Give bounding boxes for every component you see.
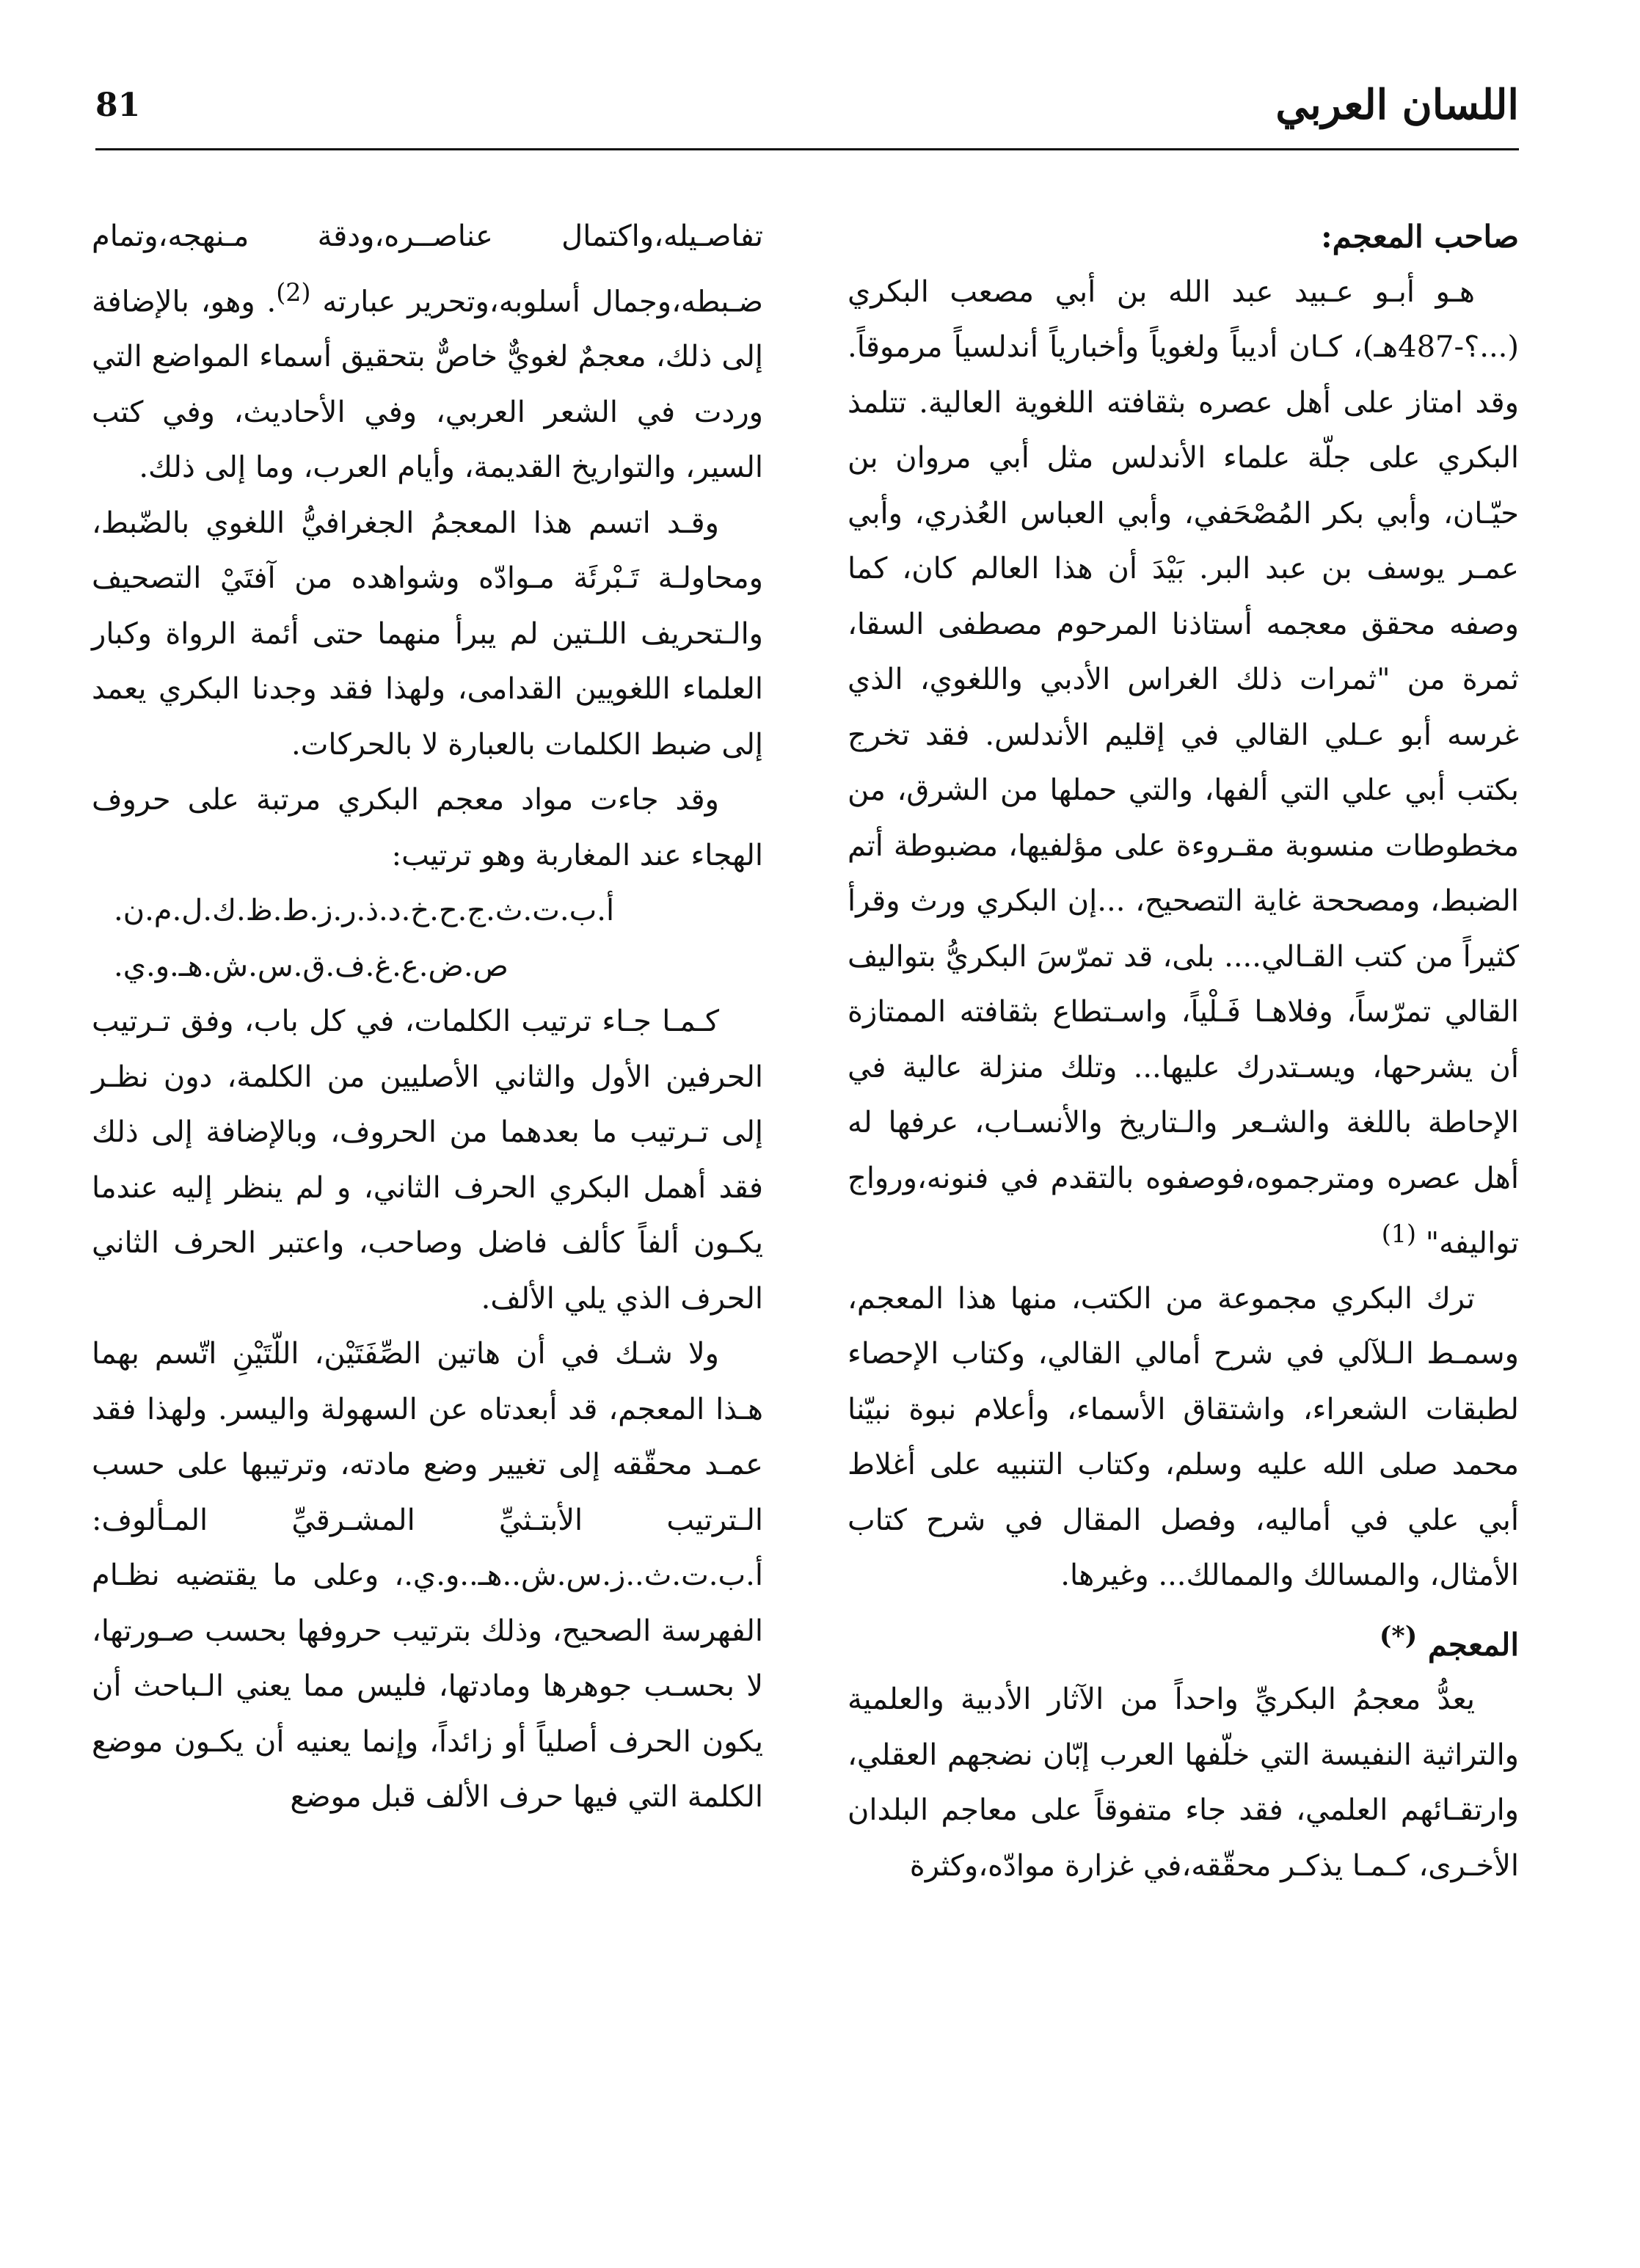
- journal-name: اللسان العربي: [1275, 81, 1519, 129]
- maghrebi-letters-line-2: ص.ض.ع.غ.ف.ق.س.ش.هـ.و.ي.: [114, 949, 509, 983]
- paragraph-author-bio: [848, 265, 1519, 1272]
- paragraph-order-intro: وقد جاءت مواد معجم البكري مرتبة على حروف الهجاء عند المغاربة وهو ترتيب:: [92, 783, 763, 872]
- footnote-ref-1: (1): [1381, 1219, 1417, 1248]
- paragraph-dictionary-details-cont: . وهو، بالإضافة إلى ذلك، معجمٌ لغويٌّ خاصٌّ بتحقيق أسماء المواضع التي وردت في الشعر العربي، وفي الأحاديث، وفي كتب السير، والتواريخ القديمة، وأيام العرب، وما إلى ذلك.: [92, 284, 763, 485]
- left-column: [92, 209, 763, 1826]
- maghrebi-letters-line-1: أ.ب.ت.ث.ج.ح.خ.د.ذ.ر.ز.ط.ظ.ك.ل.م.ن.: [114, 894, 615, 928]
- paragraph-dictionary-details: [92, 209, 763, 496]
- footnote-ref-2: (2): [276, 277, 311, 307]
- header-rule: [95, 148, 1519, 150]
- heading-dictionary: [848, 1608, 1519, 1673]
- paragraph-reordering: ولا شـك في أن هاتين الصِّفَتَيْن، اللّتَيْنِ اتّسم بهما هـذا المعجم، قد أبعدتاه عن السهولة واليسر. ولهذا فقد عمـد محقّقه إلى تغيير وضع مادته، وترتيبها على حسب الـترتيب الأبتـثيِّ المشـرقيِّ المـألوف: أ.ب.ت.ث..ز.س.ش..هـ..و.ي.، وعلى ما يقتضيه نظـام الفهرسة الصحيح، وذلك بترتيب حروفها بحسب صـورتها، لا بحسـب جوهرها ومادتها، فليس مما يعني الـباحث أن يكون الحرف أصلياً أو زائداً، وإنما يعنيه أن يكـون موضع الكلمة التي فيها حرف الألف قبل موضع: [92, 1337, 763, 1815]
- paragraph-precision: وقـد اتسم هذا المعجمُ الجغرافيُّ اللغوي بالضّبط، ومحاولـة تَـبْرئَة مـوادّه وشواهده من آفتَيْ التصحيف والـتحريف اللـتين لم يبرأ منهما حتى أئمة الرواة وكبار العلماء اللغويين القدامى، ولهذا فقد وجدنا البكري يعمد إلى ضبط الكلمات بالعبارة لا بالحركات.: [92, 506, 764, 762]
- paragraph-dictionary-details-text: تفاصـيله،واكتمال عناصــره،ودقة مـنهجه،وتمام ضـبطه،وجمال أسلوبه،وتحرير عبارته: [92, 219, 764, 318]
- paragraph-author-bio-text: هـو أبـو عـبيد عبد الله بن أبي مصعب البكري (...؟-487هـ)، كـان أديباً ولغوياً وأخبارياً أندلسياً مرموقاً. وقد امتاز على أهل عصره بثقافته اللغوية العالية. تتلمذ البكري على جلّة علماء الأندلس مثل أبي مروان بن حيّـان، وأبي بكر المُصْحَفي، وأبي العباس العُذري، وأبي عمـر يوسف بن عبد البر. بَيْدَ أن هذا العالم كان، كما وصفه محقق معجمه أستاذنا المرحوم مصطفى السقا، ثمرة من "ثمرات ذلك الغراس الأدبي واللغوي، الذي غرسه أبو عـلي القالي في إقليم الأندلس. فقد تخرج بكتب أبي علي التي ألفها، والتي حملها من الشرق، من مخطوطات منسوبة مقـروءة على مؤلفيها، مضبوطة أتم الضبط، ومصححة غاية التصحيح، ...إن البكري ورث وقرأ كثيراً من كتب القـالي.... بلى، قد تمرّسَ البكريُّ بتواليف القالي تمرّساً، وفلاهـا فَـلْياً، واسـتطاع بثقافته الممتازة أن يشرحها، ويسـتدرك عليها... وتلك منزلة عالية في الإحاطة باللغة والشـعر والـتاريخ والأنسـاب، عرفها له أهل عصره ومترجموه،فوصفوه بالتقدم في فنونه،ورواج تواليفه": [848, 274, 1519, 1261]
- page-number: 81: [95, 87, 141, 124]
- heading-author: صاحب المعجم:: [1321, 219, 1519, 255]
- heading-dictionary-text: المعجم: [1427, 1626, 1519, 1663]
- paragraph-dictionary-intro: يعدُّ معجمُ البكريِّ واحداً من الآثار الأدبية والعلمية والتراثية النفيسة التي خلّفها العرب إبّان نضجهم العقلي، وارتقـائهم العلمي، فقد جاء متفوقاً على معاجم البلدان الأخـرى، كـمـا يذكـر محقّقه،في غزارة موادّه،وكثرة: [848, 1682, 1519, 1883]
- paragraph-author-works: ترك البكري مجموعة من الكتب، منها هذا المعجم، وسمـط الـلآلي في شرح أمالي القالي، وكتاب الإحصاء لطبقات الشعراء، واشتقاق الأسماء، وأعلام نبوة نبيّنا محمد صلى الله عليه وسلم، وكتاب التنبيه على أغلاط أبي علي في أماليه، وفصل المقال في شرح كتاب الأمثال، والمسالك والممالك... وغيرها.: [848, 1281, 1519, 1593]
- right-column: [848, 209, 1519, 1894]
- paragraph-word-order: كـمـا جـاء ترتيب الكلمات، في كل باب، وفق تـرتيب الحرفين الأول والثاني الأصليين من الكلمة، دون نظـر إلى تـرتيب ما بعدهما من الحروف، وبالإضافة إلى ذلك فقد أهمل البكري الحرف الثاني، و لم ينظر إليه عندما يكـون ألفاً كألف فاضل وصاحب، واعتبر الحرف الثاني الحرف الذي يلي الألف.: [92, 1004, 764, 1316]
- page-header: [95, 73, 1519, 154]
- footnote-ref-star: (*): [1379, 1620, 1418, 1651]
